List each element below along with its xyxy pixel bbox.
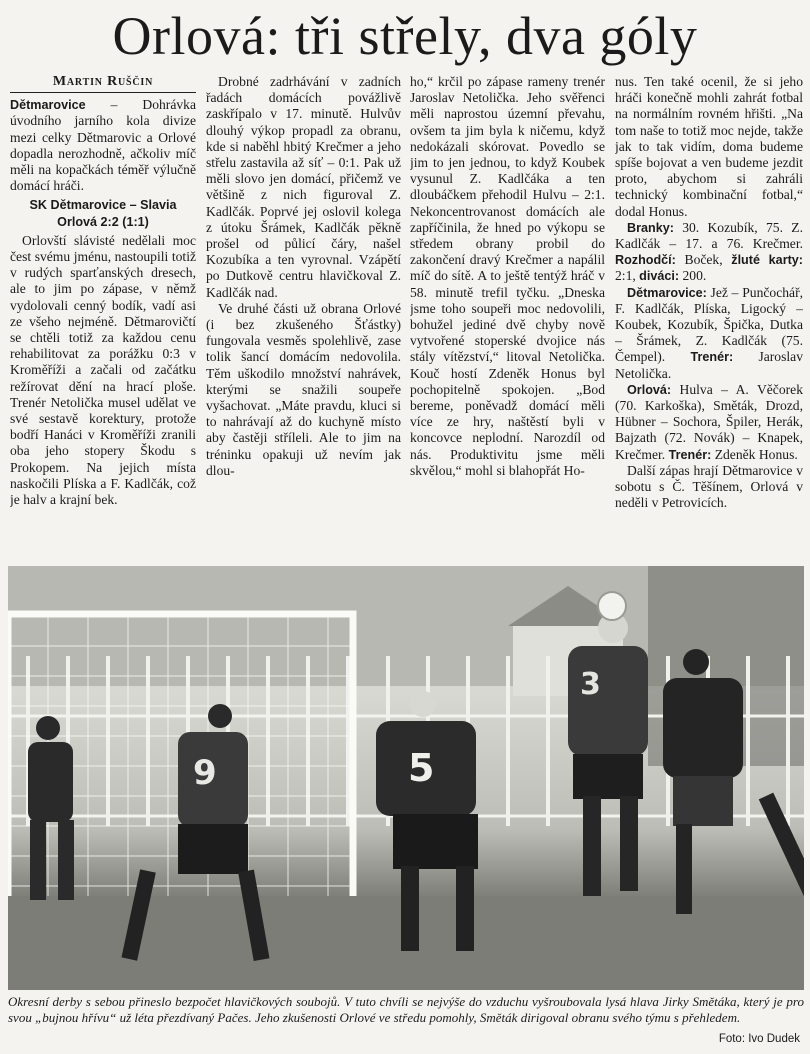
paragraph: ho,“ krčil po zápase rameny trenér Jaroslav Netolička. Jeho svěřenci měli naprostou územní převahu, ovšem ta jim byla k ničemu, když nedokázali skórovat. Povedlo se jim to jen jednou, to když Koubek vysunul Z. Kadlčáka a ten dloubáčkem přehodil Hulvu – 2:1. Nekoncentrovanost domácích ale zapříčinila, že hned po výkopu se středem obrany probil do zakončení dravý Krečmer a napálil míč do sítě. A to ještě tentýž hráč v 58. minutě trefil tyčku. „Dneska jsme toho soupeři moc nedovolili, bohužel jediné dvě chyby nově vytvořené stoperské dvojice nás stály vítězství,“ litoval Netolička. Kouč hostí Zdeněk Honus byl pochopitelně spokojen. „Bod bereme, poněvadž domácí měli více ze hry, naštěstí byli v koncovce neplodní. Narozdíl od nás. Produktivitu jsme měli skvělou,“ mohl si blahopřát Ho- bbox=[410, 74, 605, 478]
photo-caption: Okresní derby s sebou přineslo bezpočet hlavičkových soubojů. V tuto chvíli se nejvýše do vzduchu vyšroubovala lysá hlava Jirky Smětáka, který je pro svou „bujnou hřívu“ už léta přezdívaný Pačes. Jeho zkušenosti Orlové ve středu pomohly, Směták dirigoval obranu svého týmu s přehledem. bbox=[8, 994, 804, 1025]
paragraph: nus. Ten také ocenil, že si jeho hráči konečně mohli zahrát fotbal na normálním rovném hřišti. „Na tom naše to totiž moc nejde, takže jak to tak vidím, doma budeme spíše bojovat a ven budeme jezdit proto, abychom si zahráli technický kombinační fotbal,“ dodal Honus. bbox=[615, 74, 803, 219]
stat-value: 30. Kozubík, 75. Z. Kadlčák – 17. a 76. Krečmer. bbox=[615, 219, 803, 252]
team-label: Dětmarovice: bbox=[627, 285, 707, 300]
lineup-text: Hulva – A. Věčorek (70. Karkoška), Směták, Drozd, Hübner – Sochora, Špiler, Herák, Bajzath (72. Novák) – Knapek, Krečmer. bbox=[615, 381, 803, 462]
stat-value: 2:1, bbox=[615, 268, 640, 284]
shirt-number: 5 bbox=[408, 746, 435, 790]
paragraph: Orlovští slávisté nedělali moc čest svému jménu, nastoupili totiž v rudých sparťanských dresech, ale to jim po zápase, v němž vydolovali cenný bodík, vadí asi ze všeho nejméně. Dětmarovičtí se chtěli totiž za každou cenu rehabilitovat za porážku 0:3 v Kroměříži a začali od začátku režírovat dění na hrací ploše. Trenér Netolička musel udělat ve své sestavě korektury, protože bodří Hanáci v Kroměříži zranili oba jeho stopery Škodu s Prokopem. Na jejich místa naskočili Plíska a F. Kadlčák, což je halv a krajní bek. bbox=[10, 232, 196, 508]
player-goalkeeper bbox=[28, 716, 74, 900]
stat-label: diváci: bbox=[639, 269, 680, 284]
coach-label: Trenér: bbox=[668, 447, 712, 462]
photo-credit: Foto: Ivo Dudek bbox=[718, 1033, 800, 1045]
article-column-3 bbox=[410, 74, 605, 566]
article-column-1 bbox=[10, 74, 196, 566]
lineup-text: Jež – Punčochář, F. Kadlčák, Plíska, Ligocký – Koubek, Kozubík, Špička, Dutka – Šrámek, Z. Kadlčák (75. Čempel). bbox=[615, 284, 803, 365]
paragraph: Ve druhé části už obrana Orlové (i bez zkušeného Šťástky) fungovala vesměs spolehlivě, zase tolik šancí domácím nedovolila. Těm uškodilo množství nahrávek, kterými se snažili soupeře vyšachovat. „Máte pravdu, kluci si to nahrávají až do kuchyně místo aby častěji stříleli. Ale to jim na tréninku opakuji už nevím jak dlou- bbox=[206, 300, 401, 478]
stat-label: Rozhodčí: bbox=[615, 253, 676, 268]
article-column-2 bbox=[206, 74, 401, 566]
paragraph: Další zápas hrají Dětmarovice v sobotu s Č. Těšínem, Orlová v neděli v Petrovicích. bbox=[615, 462, 803, 511]
stat-value: 200. bbox=[679, 268, 707, 284]
byline: Martin Ruščin bbox=[10, 74, 196, 93]
match-photo bbox=[8, 566, 804, 990]
shirt-number: 9 bbox=[193, 753, 217, 793]
article-column-4 bbox=[615, 74, 803, 566]
lead-text: – Dohrávka úvodního jarního kola divize mezi celky Dětmarovic a Orlové dopadla nerozhodně, ačkoliv míč měli na kopačkách téměř výlučně domácí hráči. bbox=[10, 97, 196, 194]
stat-value: Boček, bbox=[675, 252, 732, 268]
photo-illustration bbox=[8, 566, 804, 990]
coach-name: Zdeněk Honus. bbox=[711, 446, 798, 462]
lead-paragraph bbox=[10, 97, 196, 194]
team-label: Orlová: bbox=[627, 382, 672, 397]
match-stats bbox=[615, 220, 803, 285]
lineup-away bbox=[615, 382, 803, 463]
coach-label: Trenér: bbox=[690, 350, 734, 365]
coach-name: Jaroslav Netolička. bbox=[615, 349, 803, 381]
football-icon bbox=[598, 592, 626, 620]
headline: Orlová: tři střely, dva góly bbox=[112, 6, 698, 66]
lineup-home bbox=[615, 285, 803, 382]
lead-place: Dětmarovice bbox=[10, 98, 86, 113]
match-score-heading: SK Dětmarovice – Slavia Orlová 2:2 (1:1) bbox=[29, 198, 177, 229]
paragraph: Drobné zadrhávání v zadních řadách domácích povážlivě zaskřípalo v 17. minutě. Hulvův dlouhý výkop propadl za obranu, kde si naběhl hbitý Krečmer a jeho střelu zastavila až síť – 0:1. Pak už měli slovo jen domácí, přičemž ve většině z nich figuroval Z. Kadlčák. Poprvé jej oslovil kolega z útoku Šrámek, Kadlčák pěkně prošel od půlicí čáry, našel Kozubíka a ten vyrovnal. Vzápětí po Dutkově centru hlavičkoval Z. Kadlčák nad. bbox=[206, 74, 401, 300]
player-3-heading bbox=[568, 613, 648, 896]
stat-label: Branky: bbox=[627, 220, 674, 235]
stat-label: žluté karty: bbox=[731, 253, 803, 268]
shirt-number: 3 bbox=[580, 667, 601, 702]
